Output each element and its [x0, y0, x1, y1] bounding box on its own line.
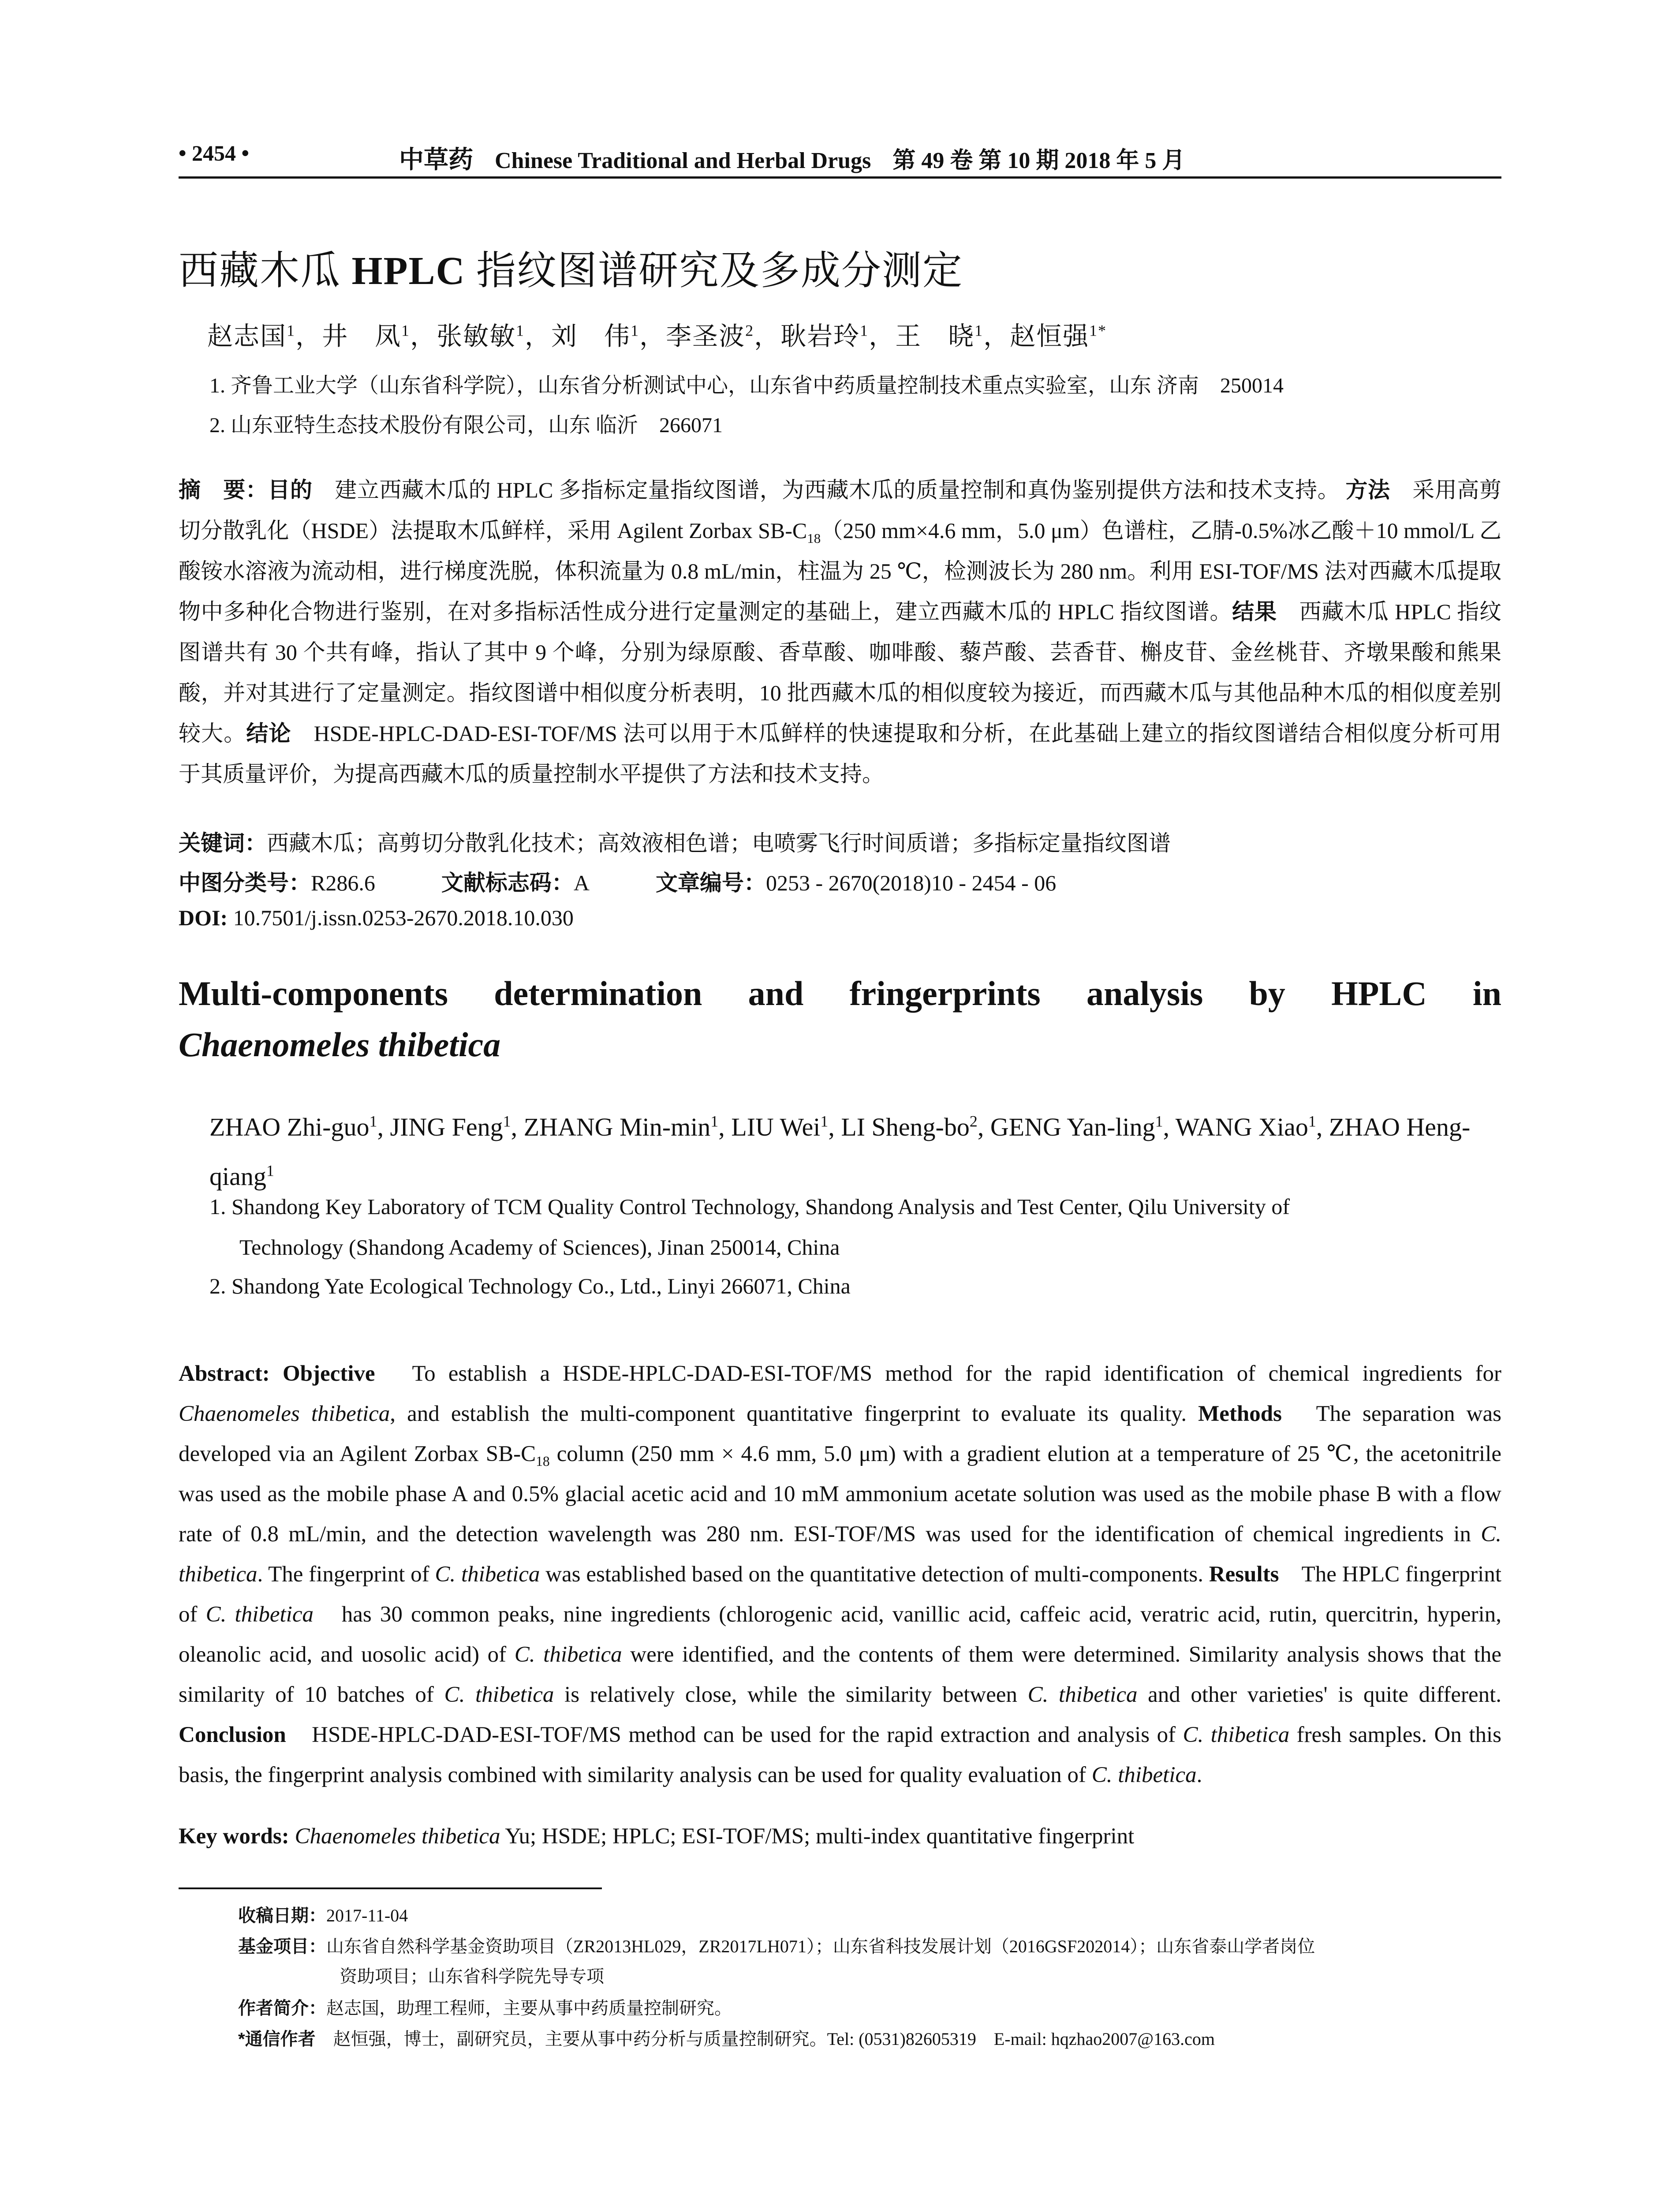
- conclusion-label: Conclusion: [179, 1723, 286, 1747]
- author-name: 赵恒强: [1010, 322, 1090, 351]
- methods-text: （250 mm×4.6 mm，5.0 μm）色谱柱，乙腈-0.5%冰乙酸＋10 mmol/L 乙酸铵水溶液为流动相，进行梯度洗脱，体积流量为 0.8 mL/min，柱温为 25 ℃，检测波长为 280 nm。利用 ESI-TOF/MS 法对西藏木瓜提取物中多种化合物进行鉴别，在对多指标活性成分进行定量测定的基础上，建立西藏木瓜的 HPLC 指纹图谱。: [179, 518, 1501, 624]
- author-affiliation-mark: 1: [401, 321, 411, 340]
- author-name: LI Sheng-bo: [841, 1113, 970, 1141]
- author-affiliation-mark: 2: [969, 1112, 978, 1130]
- species-name: C. thibetica: [444, 1682, 554, 1707]
- abstract-text: , and establish the multi-component quantitative fingerprint to evaluate its quality.: [390, 1401, 1198, 1426]
- objective-label: Objective: [282, 1361, 375, 1386]
- keywords-label: 关键词：: [179, 831, 267, 856]
- journal-info: [399, 140, 1501, 176]
- species-name: C. thibetica: [1091, 1763, 1197, 1787]
- english-affiliation-1-line: Technology (Shandong Academy of Sciences), Jinan 250014, China: [239, 1235, 840, 1259]
- chinese-affiliation-1: 1. 齐鲁工业大学（山东省科学院），山东省分析测试中心，山东省中药质量控制技术重点实验室，山东 济南 250014: [209, 374, 1284, 397]
- conclusion-text: HSDE-HPLC-DAD-ESI-TOF/MS 法可以用于木瓜鲜样的快速提取和分析，在此基础上建立的指纹图谱结合相似度分析可用于其质量评价，为提高西藏木瓜的质量控制水平提供了方法和技术支持。: [179, 721, 1502, 786]
- clc-value: R286.6: [311, 871, 375, 895]
- conclusion-label: 结论: [246, 721, 291, 746]
- doi-line: [179, 905, 574, 931]
- author-name: 刘 伟: [551, 322, 631, 351]
- chinese-keywords: [179, 826, 1171, 857]
- objective-text: 建立西藏木瓜的 HPLC 多指标定量指纹图谱，为西藏木瓜的质量控制和真伪鉴别提供方法和技术支持。: [312, 478, 1340, 502]
- results-label: 结果: [1232, 599, 1277, 624]
- author-affiliation-mark: 1*: [1089, 321, 1107, 340]
- received-label: 收稿日期：: [238, 1906, 326, 1925]
- fund-label: 基金项目：: [238, 1937, 326, 1956]
- abstract-text: was established based on the quantitative detection of multi-components.: [540, 1562, 1209, 1587]
- author-affiliation-mark: 1: [820, 1112, 829, 1130]
- author-affiliation-mark: 1: [516, 321, 525, 340]
- chinese-title-part: 指纹图谱研究及多成分测定: [465, 249, 963, 293]
- english-title: [179, 968, 1501, 1070]
- author-affiliation-mark: 2: [745, 321, 754, 340]
- abstract-text: .: [1196, 1763, 1202, 1787]
- methods-label: 方法: [1345, 478, 1390, 502]
- footnote-fund: [238, 1932, 1499, 1992]
- methods-subscript: 18: [807, 531, 821, 546]
- bio-text: 赵志国，助理工程师，主要从事中药质量控制研究。: [326, 1998, 732, 2018]
- species-name: C. thibetica: [1027, 1682, 1138, 1707]
- abstract-label: Abstract:: [179, 1361, 270, 1386]
- doi-link[interactable]: 10.7501/j.issn.0253-2670.2018.10.030: [228, 905, 574, 930]
- chinese-authors: 赵志国$^1$，井 凤$^1$，张敏敏$^1$，刘 伟$^1$，李圣波$^2$，耿岩玲$^1$，王 晓$^1$，赵恒强$^{1*}$: [207, 321, 1107, 351]
- journal-name-en: Chinese Traditional and Herbal Drugs: [495, 148, 871, 173]
- abstract-text: fresh samples. On this basis, the fingerprint analysis combined with similarity analysis can be used for quality evaluation of: [179, 1723, 1502, 1787]
- chinese-title: [179, 238, 963, 295]
- author-name: ZHANG Min-min: [523, 1113, 711, 1141]
- journal-issue: 第 49 卷 第 10 期 2018 年 5 月: [892, 148, 1185, 173]
- author-name: 井 凤: [322, 322, 402, 351]
- species-name: Chaenomeles thibetica: [179, 1401, 390, 1426]
- author-name: GENG Yan-ling: [990, 1113, 1155, 1141]
- keywords-label: Key words:: [179, 1824, 289, 1849]
- english-abstract: [179, 1354, 1501, 1795]
- abstract-text: were identified, and the contents of them were determined. Similarity analysis shows that the similarity of 10 batches of: [179, 1642, 1501, 1707]
- author-affiliation-mark: 1: [631, 321, 640, 340]
- species-name: C. thibetica: [435, 1562, 540, 1587]
- author-name: 李圣波: [666, 322, 746, 351]
- abstract-text: and other varieties' is quite different.: [1137, 1682, 1502, 1707]
- abstract-text: . The fingerprint of: [257, 1562, 435, 1587]
- author-affiliation-mark: 1: [287, 321, 295, 340]
- author-affiliation-mark: 1: [974, 321, 984, 340]
- chinese-title-hplc: HPLC: [351, 249, 466, 293]
- author-name: JING Feng: [390, 1113, 503, 1141]
- abstract-text: is relatively close, while the similarity between: [554, 1682, 1028, 1707]
- abstract-text: has 30 common peaks, nine ingredients (chlorogenic acid, vanillic acid, caffeic acid, veratric acid, rutin, quercitrin, hyperin, oleanolic acid, and uosolic acid) of: [179, 1602, 1502, 1667]
- methods-label: Methods: [1198, 1401, 1282, 1426]
- abstract-text: column (250 mm × 4.6 mm, 5.0 μm) with a gradient elution at a temperature of 25 ℃, the acetonitrile was used as the mobile phase A and 0.5% glacial acetic acid and 10 mM ammonium acetate solution was used as the mobile phase B with a flow rate of 0.8 mL/min, and the detection wavelength was 280 nm. ESI-TOF/MS was used for the identification of chemical ingredients in: [179, 1442, 1501, 1547]
- author-name: 王 晓: [895, 322, 975, 351]
- abstract-text: The HPLC fingerprint of: [179, 1562, 1501, 1627]
- page-number: • 2454 •: [179, 141, 250, 165]
- english-title-line-1: Multi-components determination and fringerprints analysis by HPLC in: [179, 974, 1501, 1013]
- abstract-label: 摘 要：: [179, 478, 268, 502]
- footnote-received: [238, 1901, 1499, 1931]
- abstract-text: HSDE-HPLC-DAD-ESI-TOF/MS method can be used for the rapid extraction and analysis of: [286, 1723, 1183, 1747]
- species-name: C. thibetica: [514, 1642, 622, 1667]
- received-date: 2017-11-04: [326, 1906, 408, 1925]
- article-number-value: 0253 - 2670(2018)10 - 2454 - 06: [765, 871, 1057, 895]
- header-rule: [179, 176, 1501, 179]
- english-keywords: [179, 1824, 1134, 1849]
- footnote-rule: [179, 1887, 602, 1889]
- author-name: 张敏敏: [437, 322, 516, 351]
- doi-label: DOI:: [179, 905, 228, 930]
- author-name: LIU Wei: [731, 1113, 821, 1141]
- doccode-value: A: [573, 871, 590, 895]
- species-name: C. thibetica: [1183, 1723, 1290, 1747]
- classification-line: [179, 865, 1056, 897]
- author-name: 耿岩玲: [780, 322, 860, 351]
- author-name: WANG Xiao: [1175, 1113, 1308, 1141]
- fund-text: 资助项目；山东省科学院先导专项: [340, 1966, 604, 1986]
- author-affiliation-mark: 1: [860, 321, 869, 340]
- article-number-label: 文章编号：: [655, 871, 766, 895]
- abstract-text: The separation was developed via an Agilent Zorbax SB-C: [179, 1401, 1501, 1466]
- journal-name-cn: 中草药: [399, 146, 473, 174]
- english-title-species: Chaenomeles thibetica: [179, 1025, 501, 1064]
- keywords-text: Yu; HSDE; HPLC; ESI-TOF/MS; multi-index quantitative fingerprint: [500, 1824, 1135, 1849]
- chinese-affiliation-2: 2. 山东亚特生态技术股份有限公司，山东 临沂 266071: [209, 414, 723, 437]
- footnote-corresponding: [238, 2024, 1499, 2054]
- author-affiliation-mark: 1: [710, 1112, 719, 1130]
- doccode-label: 文献标志码：: [441, 871, 574, 895]
- author-affiliation-mark: 1: [369, 1112, 377, 1130]
- species-name: C. thibetica: [179, 1522, 1501, 1587]
- footnote-bio: [238, 1993, 1499, 2023]
- english-affiliation-1: [209, 1186, 1501, 1267]
- objective-label: 目的: [268, 478, 313, 502]
- author-name: ZHAO Heng-qiang: [209, 1113, 1471, 1191]
- species-name: C. thibetica: [205, 1602, 314, 1627]
- author-affiliation-mark: 1: [1308, 1112, 1316, 1130]
- results-label: Results: [1209, 1562, 1279, 1587]
- methods-subscript: 18: [536, 1454, 550, 1469]
- english-authors: ZHAO Zhi-guo$^1$, JING Feng$^1$, ZHANG Min-$\min^1$, LIU Wei$^1$, LI Sheng-$bo^2$, GENG Yan-ling$^1$, WANG Xiao$^1$, ZHAO Heng-qiang$^1$: [209, 1112, 1471, 1191]
- author-name: ZHAO Zhi-guo: [209, 1113, 370, 1141]
- clc-label: 中图分类号：: [179, 871, 311, 895]
- english-affiliation-1-line: 1. Shandong Key Laboratory of TCM Quality Control Technology, Shandong Analysis and Test Center, Qilu University of: [209, 1194, 1290, 1219]
- keywords-text: 西藏木瓜；高剪切分散乳化技术；高效液相色谱；电喷雾飞行时间质谱；多指标定量指纹图谱: [267, 831, 1171, 856]
- fund-text: 山东省自然科学基金资助项目（ZR2013HL029，ZR2017LH071）；山东省科技发展计划（2016GSF202014）；山东省泰山学者岗位: [326, 1936, 1315, 1956]
- running-header: [179, 140, 1501, 176]
- author-affiliation-mark: 1: [266, 1162, 274, 1180]
- abstract-text: To establish a HSDE-HPLC-DAD-ESI-TOF/MS method for the rapid identification of chemical ingredients for: [375, 1361, 1502, 1386]
- corresponding-label: *通信作者: [238, 2029, 316, 2049]
- species-name: Chaenomeles thibetica: [295, 1824, 500, 1849]
- author-affiliation-mark: 1: [503, 1112, 511, 1130]
- author-affiliation-mark: 1: [1155, 1112, 1163, 1130]
- english-affiliation-2: 2. Shandong Yate Ecological Technology Co., Ltd., Linyi 266071, China: [209, 1274, 851, 1298]
- author-name: 赵志国: [207, 322, 287, 351]
- chinese-abstract: [179, 470, 1501, 794]
- results-text: 西藏木瓜 HPLC 指纹图谱共有 30 个共有峰，指认了其中 9 个峰，分别为绿原酸、香草酸、咖啡酸、藜芦酸、芸香苷、槲皮苷、金丝桃苷、齐墩果酸和熊果酸，并对其进行了定量测定。指纹图谱中相似度分析表明，10 批西藏木瓜的相似度较为接近，而西藏木瓜与其他品种木瓜的相似度差别较大。: [179, 599, 1502, 746]
- methods-text: 采用高剪切分散乳化（HSDE）法提取木瓜鲜样，采用 Agilent Zorbax SB-C: [179, 478, 1502, 543]
- corresponding-text: 赵恒强，博士，副研究员，主要从事中药分析与质量控制研究。Tel: (0531)82605319 E-mail: hqzhao2007@163.com: [315, 2029, 1215, 2049]
- bio-label: 作者简介：: [238, 1999, 326, 2018]
- chinese-title-part: 西藏木瓜: [179, 249, 352, 293]
